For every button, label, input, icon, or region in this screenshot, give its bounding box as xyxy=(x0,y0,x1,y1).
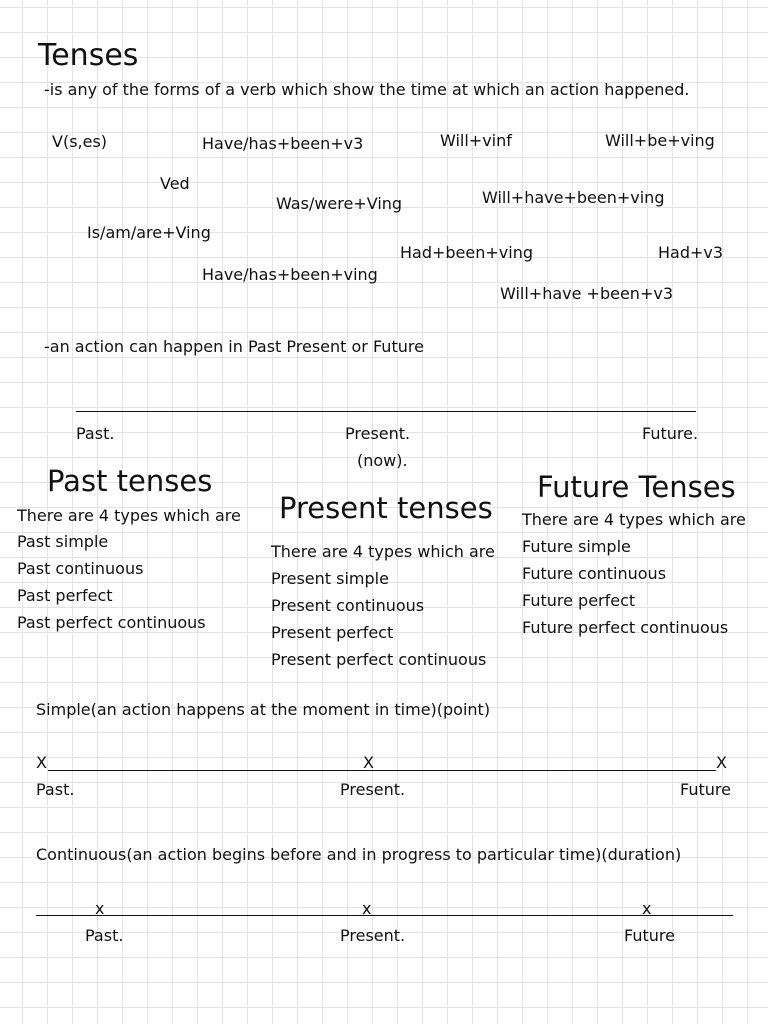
definition-text: -is any of the forms of a verb which show the time at which an action happened. xyxy=(44,80,690,99)
timeline-now-label: (now). xyxy=(357,451,408,470)
formula-had-v3: Had+v3 xyxy=(658,243,724,262)
past-tense-item: Past continuous xyxy=(17,559,144,578)
formula-will-be-ving: Will+be+ving xyxy=(605,131,715,150)
future-tense-item: Future perfect continuous xyxy=(522,618,729,637)
future-tenses-intro: There are 4 types which are xyxy=(522,510,746,529)
formula-was-were-ving: Was/were+Ving xyxy=(276,194,403,213)
continuous-timeline-line xyxy=(36,915,733,916)
simple-future-mark: X xyxy=(716,753,727,772)
simple-present-label: Present. xyxy=(340,780,406,799)
page-title: Tenses xyxy=(38,38,139,73)
formula-have-has-been-ving: Have/has+been+ving xyxy=(202,265,378,284)
continuous-past-label: Past. xyxy=(85,926,124,945)
present-tense-item: Present simple xyxy=(271,569,389,588)
formula-had-been-ving: Had+been+ving xyxy=(400,243,533,262)
formula-will-vinf: Will+vinf xyxy=(440,131,512,150)
present-tenses-intro: There are 4 types which are xyxy=(271,542,495,561)
formula-have-has-been-v3: Have/has+been+v3 xyxy=(202,134,364,153)
simple-future-label: Future xyxy=(680,780,731,799)
future-tenses-heading: Future Tenses xyxy=(537,470,736,504)
timeline-past-label: Past. xyxy=(76,424,115,443)
continuous-present-mark: x xyxy=(362,899,372,918)
timeline-present-label: Present. xyxy=(345,424,411,443)
present-tenses-heading: Present tenses xyxy=(279,491,493,525)
formula-v-s-es: V(s,es) xyxy=(52,132,108,151)
future-tense-item: Future continuous xyxy=(522,564,667,583)
simple-label: Simple(an action happens at the moment in time)(point) xyxy=(36,700,491,719)
timeline-future-label: Future. xyxy=(642,424,699,443)
past-tense-item: Past perfect xyxy=(17,586,113,605)
past-tenses-intro: There are 4 types which are xyxy=(17,506,241,525)
continuous-future-label: Future xyxy=(624,926,675,945)
formula-will-have-been-ving: Will+have+been+ving xyxy=(482,188,665,207)
continuous-present-label: Present. xyxy=(340,926,406,945)
formula-is-am-are-ving: Is/am/are+Ving xyxy=(87,223,211,242)
past-tense-item: Past simple xyxy=(17,532,109,551)
simple-past-mark: X xyxy=(36,753,47,772)
continuous-label: Continuous(an action begins before and in progress to particular time)(duration) xyxy=(36,845,682,864)
past-tense-item: Past perfect continuous xyxy=(17,613,206,632)
future-tense-item: Future perfect xyxy=(522,591,636,610)
formula-will-have-been-v3: Will+have +been+v3 xyxy=(500,284,673,303)
continuous-future-mark: x xyxy=(642,899,652,918)
future-tense-item: Future simple xyxy=(522,537,631,556)
simple-timeline-line xyxy=(48,770,716,771)
past-tenses-heading: Past tenses xyxy=(47,464,213,498)
simple-present-mark: X xyxy=(363,753,374,772)
present-tense-item: Present continuous xyxy=(271,596,425,615)
present-tense-item: Present perfect xyxy=(271,623,394,642)
present-tense-item: Present perfect continuous xyxy=(271,650,487,669)
simple-past-label: Past. xyxy=(36,780,75,799)
formula-ved: Ved xyxy=(160,174,190,193)
timeline-line xyxy=(76,411,696,412)
timeline-intro: -an action can happen in Past Present or Future xyxy=(44,337,424,356)
continuous-past-mark: x xyxy=(95,899,105,918)
